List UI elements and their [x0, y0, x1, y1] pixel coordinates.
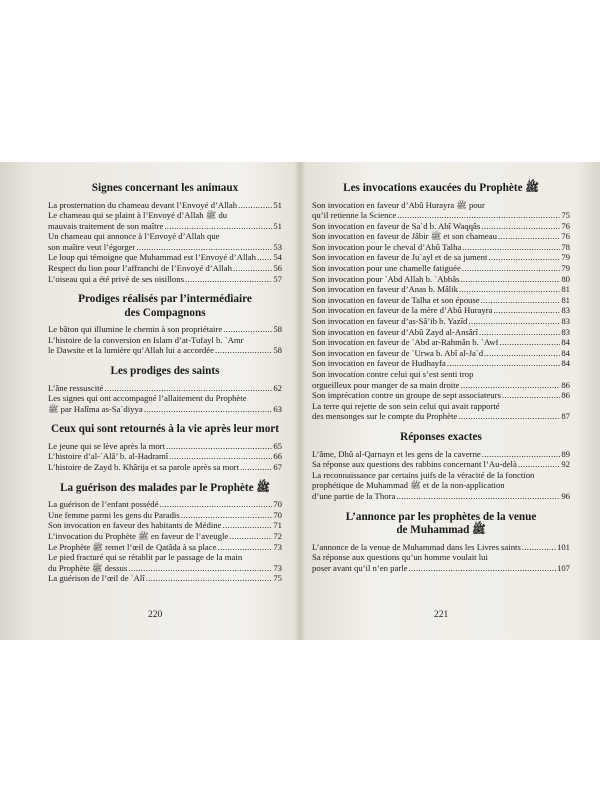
right-page	[312, 162, 570, 640]
section-title: Ceux qui sont retournés à la vie après leur mort	[51, 423, 279, 436]
entry-page-number: 58	[273, 345, 282, 356]
entry-page-number: 54	[273, 252, 282, 263]
entry-page-number: 84	[561, 337, 570, 348]
toc-entry[interactable]	[312, 252, 570, 263]
section-title: La guérison des malades par le Prophète ﷺ	[60, 481, 270, 494]
toc-section	[312, 431, 570, 501]
toc-entry[interactable]	[48, 542, 282, 553]
entry-title-line: La terre qui rejette de son sein celui qui avait rapporté	[312, 400, 500, 411]
entry-page-number: 83	[561, 326, 570, 337]
dot-leader	[144, 404, 273, 415]
toc-entry[interactable]	[48, 451, 282, 462]
entry-title: Respect du lion pour l’affranchi de l’Envoyé d’Allah	[48, 263, 232, 274]
entry-page-number: 79	[561, 252, 570, 263]
entry-page-number: 63	[273, 403, 282, 414]
toc-entry[interactable]	[48, 383, 282, 394]
toc-entry[interactable]	[312, 369, 570, 390]
entry-title-line: L’histoire de la conversion en Islam d’at-Tufayl b. `Amr	[48, 334, 244, 345]
toc-entry[interactable]	[312, 552, 570, 573]
entry-title: Le bâton qui illumine le chemin à son propriétaire	[48, 324, 223, 335]
entry-page-number: 76	[561, 220, 570, 231]
toc-entry[interactable]	[312, 337, 570, 348]
left-page-number: 220	[148, 610, 163, 620]
left-page	[48, 162, 282, 640]
dot-leader	[215, 345, 272, 356]
entry-title: Son invocation en faveur de la mère d’Abû Hurayra	[312, 305, 493, 316]
entry-title: poser avant qu’il n’en parle	[312, 562, 408, 573]
toc-section	[312, 511, 570, 574]
entry-title: son maître veut l’égorger	[48, 241, 136, 252]
entry-page-number: 65	[273, 440, 282, 451]
entry-title: Le jeune qui se lève après la mort	[48, 440, 165, 451]
dot-leader	[484, 348, 560, 359]
entry-page-number: 75	[561, 210, 570, 221]
entry-title: L’âne ressuscité	[48, 382, 104, 393]
entry-title: L’annonce de la venue de Muhammad dans les Livres saints	[312, 541, 521, 552]
dot-leader	[488, 252, 560, 263]
dot-leader	[462, 263, 560, 274]
dot-leader	[499, 337, 560, 348]
dot-leader	[222, 520, 272, 531]
section-title: Réponses exactes	[400, 431, 482, 444]
section-title: Les prodiges des saints	[110, 365, 220, 378]
entry-title: le Dawsite et la lumière qu’Allah lui a accordée	[48, 345, 214, 356]
section-title: des Compagnons	[124, 306, 206, 319]
entry-page-number: 84	[561, 358, 570, 369]
toc-entry[interactable]	[312, 449, 570, 460]
dot-leader	[479, 327, 560, 338]
entry-page-number: 51	[273, 199, 282, 210]
toc-entry[interactable]	[312, 305, 570, 316]
entry-title: des mensonges sur le compte du Prophète	[312, 411, 458, 422]
section-title: Prodiges réalisés par l’intermédiaire	[78, 293, 252, 306]
entry-page-number: 62	[273, 382, 282, 393]
dot-leader	[522, 542, 556, 553]
toc-entry[interactable]	[312, 327, 570, 338]
dot-leader	[164, 221, 272, 232]
toc-entry[interactable]	[312, 284, 570, 295]
dot-leader	[481, 221, 560, 232]
toc-entry[interactable]	[48, 552, 282, 573]
toc-entry[interactable]	[312, 295, 570, 306]
toc-entry[interactable]	[48, 210, 282, 231]
dot-leader	[160, 499, 273, 510]
dot-leader	[502, 390, 560, 401]
dot-leader	[396, 491, 560, 502]
toc-entry[interactable]	[48, 462, 282, 473]
toc-section	[48, 365, 282, 414]
entry-title: du Prophète ﷺ dessus	[48, 562, 128, 573]
entry-title: Son invocation pour `Abd Allah b. `Abbâs	[312, 273, 460, 284]
dot-leader	[518, 459, 560, 470]
right-page-number: 221	[434, 610, 449, 620]
entry-title-line: Le chameau qui se plaint à l’Envoyé d’Allah ﷺ du	[48, 210, 228, 221]
toc-section	[48, 423, 282, 472]
dot-leader	[166, 441, 272, 452]
section-title: Les invocations exaucées du Prophète ﷺ	[343, 182, 539, 194]
toc-entry[interactable]	[312, 348, 570, 359]
entry-page-number: 83	[561, 316, 570, 327]
dot-leader	[128, 563, 272, 574]
dot-leader	[240, 462, 272, 473]
toc-entry[interactable]	[48, 499, 282, 510]
dot-leader	[409, 563, 556, 574]
entry-page-number: 80	[561, 273, 570, 284]
entry-title: Son invocation en faveur de Jâbir ﷺ et son chameau	[312, 231, 497, 242]
book-spread	[0, 162, 600, 640]
entry-title: orgueilleux pour manger de sa main droite	[312, 379, 460, 390]
entry-page-number: 92	[561, 459, 570, 470]
section-title: L’annonce par les prophètes de la venue	[345, 510, 537, 523]
toc-entry[interactable]	[48, 531, 282, 542]
dot-leader	[238, 200, 272, 211]
entry-page-number: 89	[561, 448, 570, 459]
toc-entry[interactable]	[48, 573, 282, 584]
dot-leader	[447, 358, 560, 369]
entry-title-line: Un chameau qui annonce à l’Envoyé d’Allah que	[48, 231, 220, 242]
entry-title: Sa réponse aux questions des rabbins concernant l’Au-delà	[312, 459, 517, 470]
toc-entry[interactable]	[312, 542, 570, 553]
entry-page-number: 71	[273, 520, 282, 531]
entry-title-line: Son invocation contre celui qui s’est senti trop	[312, 369, 474, 379]
dot-leader	[136, 242, 272, 253]
toc-entry[interactable]	[48, 335, 282, 356]
entry-title-line: Les signes qui ont accompagné l’allaitement du Prophète	[48, 393, 247, 404]
entry-page-number: 73	[273, 541, 282, 552]
entry-title: Une femme parmi les gens du Paradis	[48, 509, 180, 520]
toc-entry[interactable]	[312, 390, 570, 401]
entry-page-number: 58	[273, 324, 282, 335]
entry-page-number: 107	[556, 562, 570, 573]
entry-page-number: 101	[556, 541, 570, 552]
dot-leader	[458, 411, 560, 422]
toc-entry[interactable]	[48, 441, 282, 452]
entry-page-number: 70	[273, 499, 282, 510]
toc-section	[312, 182, 570, 422]
toc-entry[interactable]	[312, 263, 570, 274]
toc-entry[interactable]	[48, 393, 282, 414]
entry-title: Son invocation pour le cheval d’Abû Talha	[312, 241, 462, 252]
entry-title: L’histoire d’al-`Alâ’ b. al-Hadramî	[48, 451, 169, 462]
dot-leader	[468, 316, 560, 327]
entry-title: La prosternation du chameau devant l’Envoyé d’Allah	[48, 199, 238, 210]
entry-title-line: Sa réponse aux questions qu’un homme voulait lui	[312, 552, 488, 563]
entry-title: L’histoire de Zayd b. Khârija et sa parole après sa mort	[48, 462, 239, 473]
toc-entry[interactable]	[48, 200, 282, 211]
toc-entry[interactable]	[48, 510, 282, 521]
toc-section	[48, 482, 282, 584]
dot-leader	[481, 295, 561, 306]
dot-leader	[223, 324, 272, 335]
dot-leader	[460, 380, 560, 391]
entry-title: Son invocation en faveur d’Abû Zayd al-Ansârî	[312, 326, 478, 337]
entry-title: L’âme, Dhû al-Qarnayn et les gens de la caverne	[312, 448, 481, 459]
entry-title: Son invocation en faveur de `Urwa b. Abî al-Ja`d	[312, 347, 484, 358]
dot-leader	[104, 383, 272, 394]
toc-section	[48, 293, 282, 356]
dot-leader	[233, 263, 272, 274]
toc-entry[interactable]	[312, 221, 570, 232]
entry-page-number: 78	[561, 241, 570, 252]
dot-leader	[459, 284, 560, 295]
entry-title: mauvais traitement de son maître	[48, 220, 164, 231]
dot-leader	[498, 231, 560, 242]
entry-page-number: 75	[273, 573, 282, 584]
dot-leader	[218, 542, 273, 553]
dot-leader	[493, 305, 560, 316]
toc-section	[48, 182, 282, 284]
entry-title: Son imprécation contre un groupe de sept associateurs	[312, 390, 501, 401]
toc-entry[interactable]	[48, 231, 282, 252]
toc-entry[interactable]	[312, 401, 570, 422]
toc-entry[interactable]	[48, 263, 282, 274]
entry-title: La guérison de l’œil de `Alî	[48, 573, 145, 584]
entry-title-line: La reconnaissance par certains juifs de la véracité de la fonction	[312, 469, 535, 480]
entry-page-number: 67	[273, 462, 282, 473]
entry-title-line: Le pied fracturé qui se rétablit par le passage de la main	[48, 552, 243, 563]
toc-entry[interactable]	[48, 324, 282, 335]
entry-title: Son invocation en faveur des habitants de Médine	[48, 520, 222, 531]
entry-title: L’oiseau qui a été privé de ses oisillons	[48, 273, 184, 284]
toc-entry[interactable]	[312, 231, 570, 242]
toc-entry[interactable]	[48, 520, 282, 531]
entry-title: La guérison de l’enfant possédé	[48, 499, 159, 510]
toc-entry[interactable]	[312, 274, 570, 285]
entry-title-line: Son invocation en faveur d’Abû Hurayra ﷺ pour	[312, 199, 485, 210]
entry-title: Son invocation en faveur d’Anas b. Mâlik	[312, 284, 458, 295]
entry-page-number: 72	[273, 530, 282, 541]
dot-leader	[460, 274, 560, 285]
entry-page-number: 87	[561, 411, 570, 422]
entry-title: L’invocation du Prophète ﷺ en faveur de l’aveugle	[48, 530, 229, 541]
entry-title: Son invocation en faveur de Hudhayfa	[312, 358, 446, 369]
entry-title: Son invocation en faveur de Sa`d b. Abî Waqqâs	[312, 220, 481, 231]
entry-page-number: 57	[273, 273, 282, 284]
entry-title: Son invocation en faveur de Ju`ayl et de sa jument	[312, 252, 488, 263]
toc-entry[interactable]	[312, 358, 570, 369]
entry-page-number: 81	[561, 284, 570, 295]
entry-page-number: 76	[561, 231, 570, 242]
entry-title: Le Prophète ﷺ remet l’œil de Qatâda à sa place	[48, 541, 217, 552]
entry-page-number: 79	[561, 263, 570, 274]
entry-page-number: 86	[561, 379, 570, 390]
entry-title: Son invocation en faveur d’as-Sâ’ib b. Yazîd	[312, 316, 468, 327]
dot-leader	[181, 510, 273, 521]
entry-title: Son invocation pour une chamelle fatiguée	[312, 263, 461, 274]
entry-title: qu’il retienne la Science	[312, 210, 397, 221]
entry-page-number: 51	[273, 220, 282, 231]
entry-page-number: 96	[561, 490, 570, 501]
entry-title: ﷺ par Halîma as-Sa`diyya	[48, 403, 143, 414]
toc-entry[interactable]	[312, 200, 570, 221]
dot-leader	[482, 449, 561, 460]
entry-page-number: 86	[561, 390, 570, 401]
entry-page-number: 73	[273, 562, 282, 573]
toc-entry[interactable]	[312, 459, 570, 470]
dot-leader	[397, 210, 560, 221]
toc-entry[interactable]	[312, 316, 570, 327]
dot-leader	[146, 573, 273, 584]
entry-page-number: 70	[273, 509, 282, 520]
toc-entry[interactable]	[312, 242, 570, 253]
entry-page-number: 56	[273, 263, 282, 274]
toc-entry[interactable]	[48, 252, 282, 263]
entry-title: Son invocation en faveur de Talha et son épouse	[312, 294, 480, 305]
toc-entry[interactable]	[48, 274, 282, 285]
section-title: de Muhammad ﷺ	[396, 524, 486, 537]
dot-leader	[169, 451, 272, 462]
dot-leader	[185, 274, 272, 285]
entry-page-number: 53	[273, 241, 282, 252]
entry-title: Son invocation en faveur de `Abd ar-Rahmân b. `Awf	[312, 337, 499, 348]
dot-leader	[229, 531, 272, 542]
entry-page-number: 84	[561, 347, 570, 358]
toc-entry[interactable]	[312, 470, 570, 502]
entry-title: Le loup qui témoigne que Muhammad est l’Envoyé d’Allah	[48, 252, 256, 263]
entry-title: d’une partie de la Thora	[312, 490, 396, 501]
dot-leader	[257, 252, 272, 263]
entry-page-number: 81	[561, 294, 570, 305]
entry-title-line: prophétique de Muhammad ﷺ et de la non-application	[312, 480, 505, 491]
entry-page-number: 66	[273, 451, 282, 462]
dot-leader	[462, 242, 560, 253]
section-title: Signes concernant les animaux	[91, 182, 239, 194]
entry-page-number: 83	[561, 305, 570, 316]
